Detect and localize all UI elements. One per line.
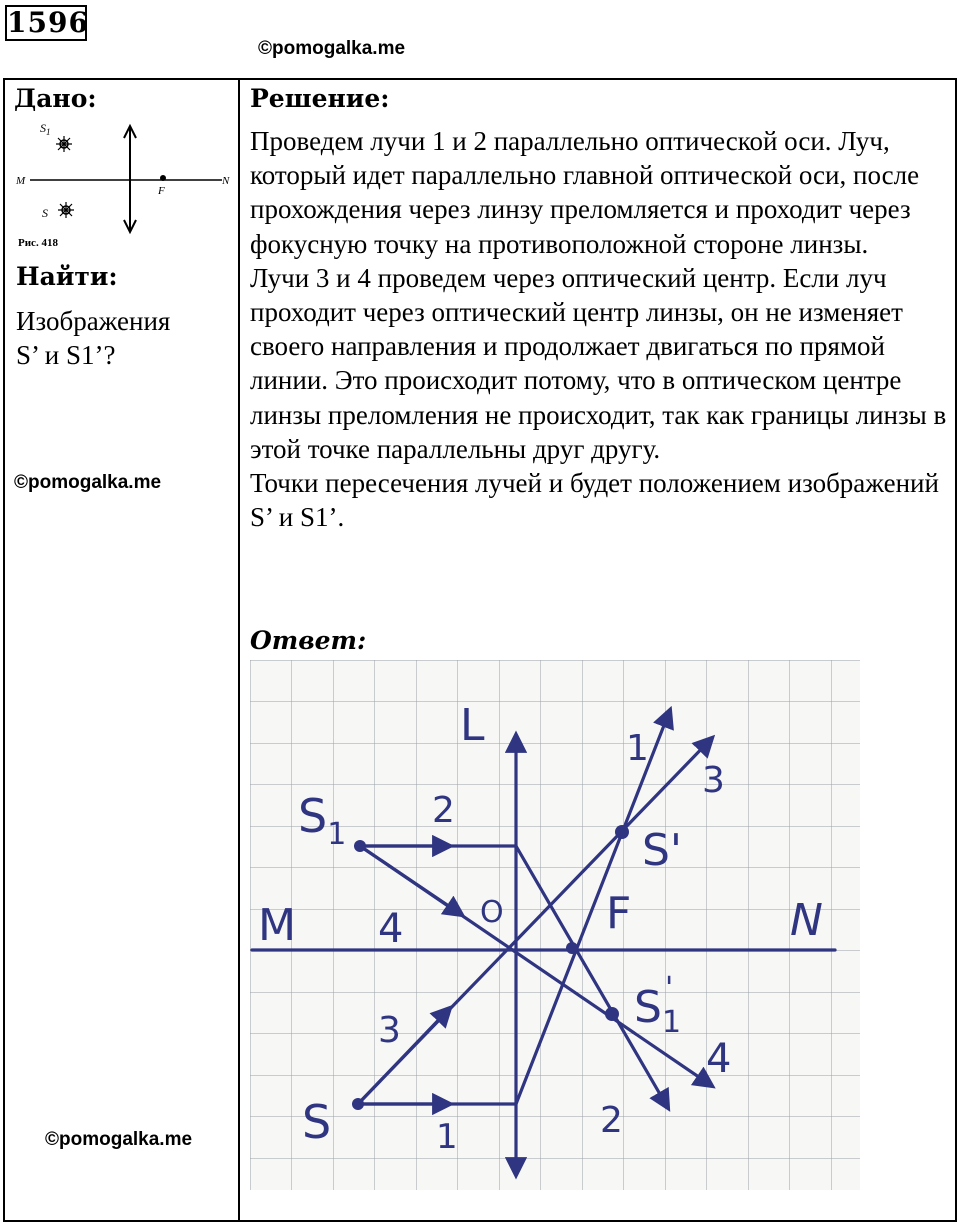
given-s-label: S (42, 206, 48, 220)
label-s: S (302, 1095, 332, 1149)
answer-heading: Ответ: (250, 626, 367, 655)
solution-text (250, 124, 950, 534)
label-lens: L (460, 700, 485, 751)
find-heading: Найти: (16, 262, 118, 291)
given-n-label: N (222, 175, 230, 187)
given-focus-dot (160, 175, 166, 181)
solution-heading: Решение: (250, 84, 390, 113)
label-ray-3-top: 3 (702, 760, 725, 801)
label-f: F (606, 888, 632, 939)
find-line-2: S’ и S1’? (16, 340, 116, 370)
given-s-star (58, 202, 74, 218)
watermark-middle: ©pomogalka.me (14, 472, 162, 493)
point-s1-image (605, 1007, 619, 1021)
find-line-1: Изображения (16, 306, 171, 336)
label-m: M (258, 900, 296, 951)
point-focus (566, 942, 578, 954)
label-ray-2-bottom: 2 (600, 1100, 623, 1141)
given-m-label: M (16, 175, 26, 187)
solution-paragraph-1: Проведем лучи 1 и 2 параллельно оптической оси. Луч, который идет параллельно главной оптической оси, после прохождения через линзу преломляется и проходит через фокусную точку на противоположной стороне линзы. (250, 126, 920, 259)
given-heading: Дано: (14, 84, 97, 113)
label-ray-1-top: 1 (626, 728, 649, 769)
find-text (16, 304, 231, 372)
label-s1-image: $S_1'$ (634, 971, 682, 1040)
label-s-image: S' (642, 825, 683, 876)
label-s1: $S_1$ (298, 789, 347, 852)
given-s1-star (56, 136, 72, 152)
answer-figure (250, 660, 860, 1190)
point-s (352, 1098, 364, 1110)
label-o: O (480, 895, 504, 930)
label-ray-2-top: 2 (432, 790, 455, 831)
label-ray-1-bottom: 1 (436, 1117, 458, 1157)
given-figure (10, 118, 230, 253)
watermark-top: ©pomogalka.me (258, 38, 406, 59)
solution-paragraph-3: Точки пересечения лучей и будет положением изображений S’ и S1’. (250, 468, 939, 533)
grid-lines (250, 660, 860, 1190)
given-s1-label: $S_1$ (40, 121, 51, 137)
watermark-bottom: ©pomogalka.me (45, 1129, 193, 1150)
column-divider (238, 78, 240, 1222)
point-s1 (354, 840, 366, 852)
given-caption: Рис. 418 (18, 237, 58, 249)
problem-number: 1596 (7, 6, 89, 39)
solution-paragraph-2: Лучи 3 и 4 проведем через оптический центр. Если луч проходит через оптический центр линзы, он не изменяет своего направления и продолжает двигаться по прямой линии. Это происходит потому, что в оптическом центре линзы преломления не происходит, так как границы линзы в этой точке параллельны друг другу. (250, 262, 947, 464)
point-s-image (615, 825, 629, 839)
label-ray-3-bottom: 3 (378, 1010, 401, 1051)
given-f-label: F (158, 185, 165, 197)
label-ray-4-right: 4 (706, 1036, 732, 1082)
label-ray-4-left: 4 (378, 906, 404, 952)
label-n: N (790, 895, 823, 946)
